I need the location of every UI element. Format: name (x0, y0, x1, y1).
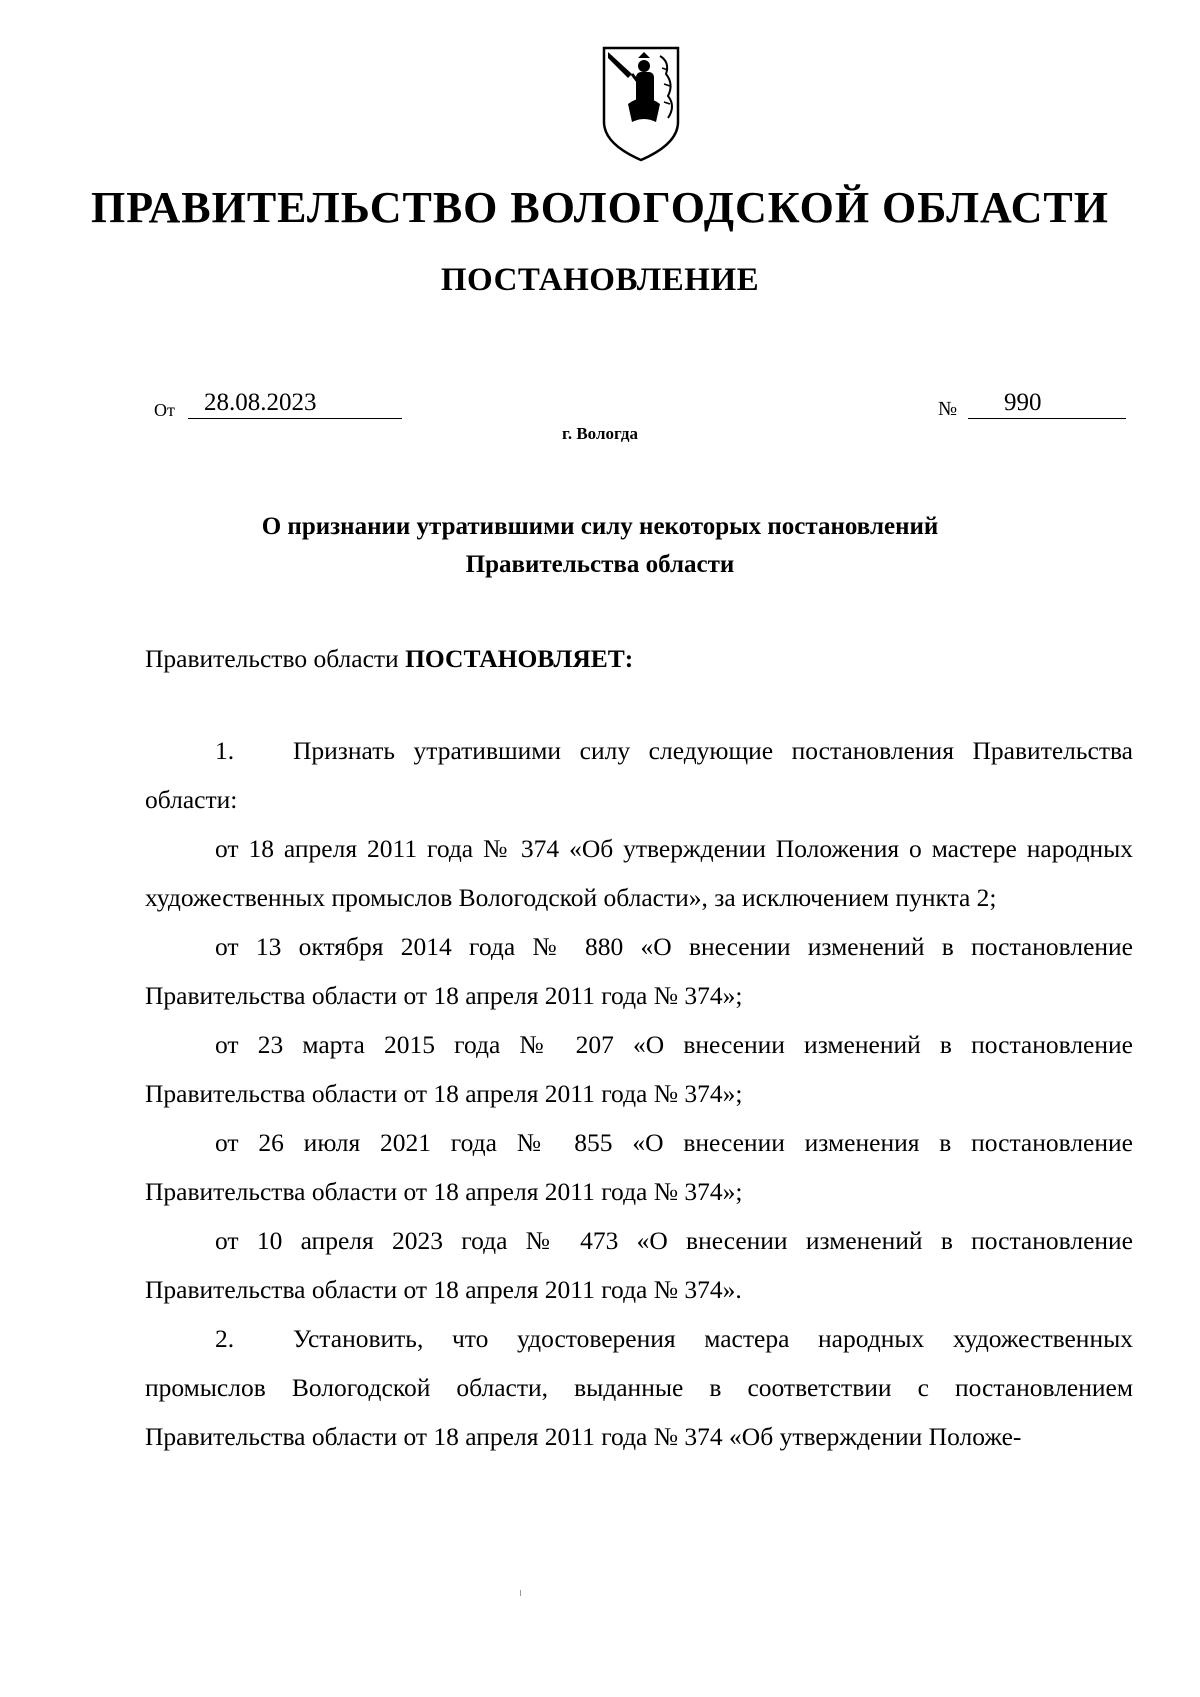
government-name: ПРАВИТЕЛЬСТВО ВОЛОГОДСКОЙ ОБЛАСТИ (91, 183, 1109, 232)
date-label: От (154, 400, 175, 420)
item-1-number: 1. (215, 736, 235, 765)
number-label: № (938, 398, 958, 420)
list-item: от 18 апреля 2011 года № 374 «Об утверждении Положения о мастере народных художественных промыслов Вологодской области», за исключением пункта 2; (145, 834, 1133, 912)
scan-mark (520, 1590, 521, 1596)
document-type: ПОСТАНОВЛЕНИЕ (440, 262, 760, 298)
vologda-coat-of-arms-icon (598, 44, 684, 164)
document-date: 28.08.2023 (188, 388, 402, 419)
document-title-line-2: Правительства области (465, 551, 735, 578)
city-name: г. Вологда (562, 424, 638, 443)
document-title-line-1: О признании утратившими силу некоторых постановлений (261, 513, 939, 540)
document-title (0, 508, 1200, 584)
list-item: от 23 марта 2015 года № 207 «О внесении изменений в постановление Правительства области от 18 апреля 2011 года № 374»; (145, 1030, 1133, 1108)
preamble-text: Правительство области (145, 644, 406, 673)
item-1-text: Признать утратившими силу следующие постановления Правительства области: (145, 736, 1133, 814)
preamble-resolves: ПОСТАНОВЛЯЕТ: (405, 644, 634, 673)
item-2-number: 2. (215, 1324, 235, 1353)
list-item: от 13 октября 2014 года № 880 «О внесении изменений в постановление Правительства области от 18 апреля 2011 года № 374»; (145, 932, 1133, 1010)
preamble (145, 634, 1133, 683)
list-item: от 26 июля 2021 года № 855 «О внесении изменения в постановление Правительства области от 18 апреля 2011 года № 374»; (145, 1128, 1133, 1206)
item-1 (145, 726, 1133, 824)
item-2 (145, 1314, 1133, 1461)
document-number: 990 (968, 388, 1126, 419)
item-2-text: Установить, что удостоверения мастера народных художественных промыслов Вологодской области, выданные в соответствии с постановлением Правительства области от 18 апреля 2011 года № 374 «Об утверждении Положе- (145, 1324, 1133, 1451)
document-body (145, 634, 1133, 1461)
list-item: от 10 апреля 2023 года № 473 «О внесении изменений в постановление Правительства области от 18 апреля 2011 года № 374». (145, 1226, 1133, 1304)
